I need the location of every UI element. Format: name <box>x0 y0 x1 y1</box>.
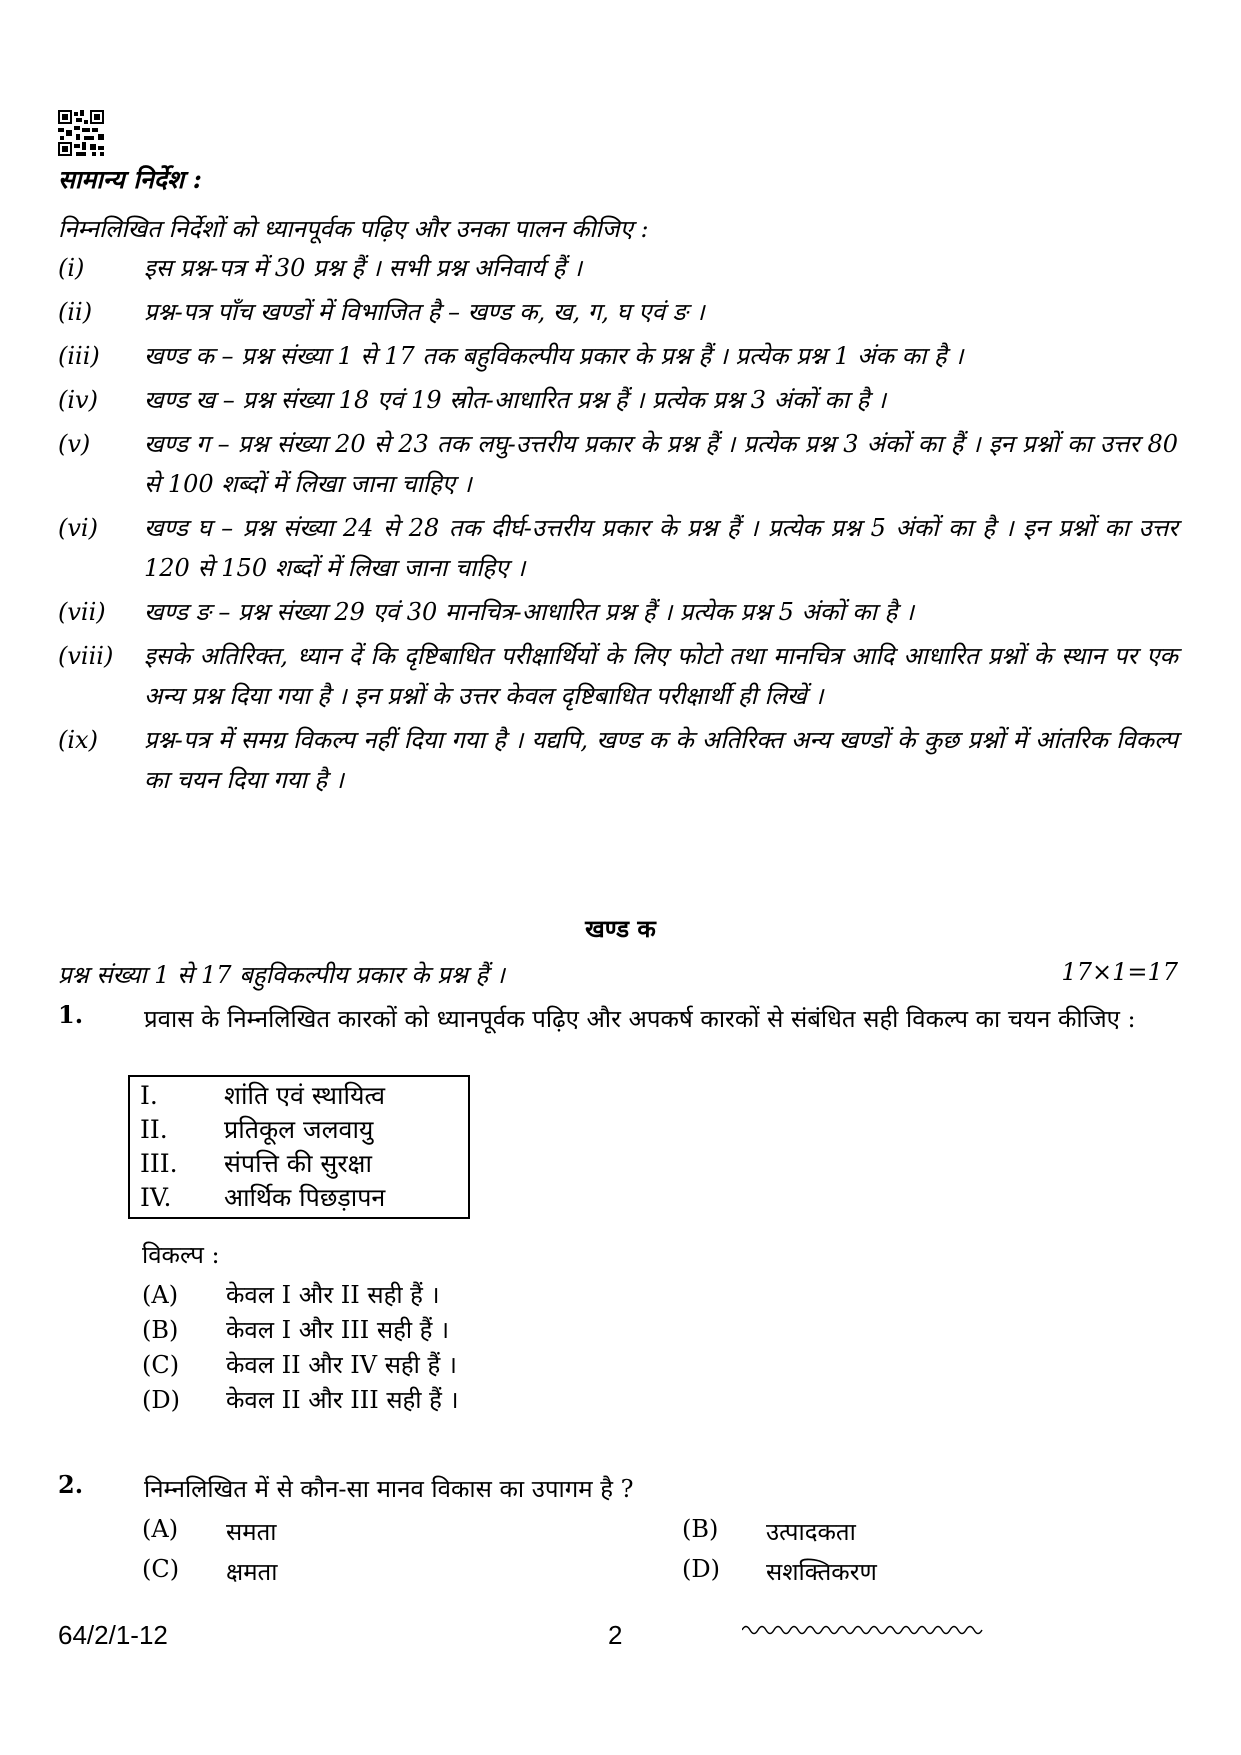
instruction-text: इस प्रश्न-पत्र में 30 प्रश्न हैं । सभी प्रश्न अनिवार्य हैं । <box>144 254 583 282</box>
option-text: सशक्तिकरण <box>766 1558 877 1586</box>
option-label: (A) <box>142 1281 179 1309</box>
option-label: (A) <box>142 1515 179 1543</box>
instruction-item <box>58 636 1178 716</box>
roman-numeral: II. <box>140 1115 168 1144</box>
instructions-intro: निम्नलिखित निर्देशों को ध्यानपूर्वक पढ़िए और उनका पालन कीजिए : <box>58 215 649 243</box>
paper-code: 64/2/1-12 <box>58 1620 168 1650</box>
list-item <box>140 1181 458 1215</box>
section-title: खण्ड क <box>585 914 656 943</box>
question-text: प्रवास के निम्नलिखित कारकों को ध्यानपूर्वक पढ़िए और अपकर्ष कारकों से संबंधित सही विकल्प का चयन कीजिए : <box>144 1005 1136 1033</box>
instruction-text: खण्ड क – प्रश्न संख्या 1 से 17 तक बहुविकल्पीय प्रकार के प्रश्न हैं । प्रत्येक प्रश्न 1 अंक का है । <box>144 342 964 370</box>
instructions-list <box>58 248 1178 804</box>
instruction-number: (iv) <box>58 386 98 414</box>
instruction-number: (viii) <box>58 642 114 670</box>
instruction-number: (ii) <box>58 298 93 326</box>
question-1-options <box>142 1278 459 1418</box>
list-item <box>140 1113 458 1147</box>
instruction-number: (ix) <box>58 726 98 754</box>
section-marks: 17×1=17 <box>1061 958 1178 986</box>
instruction-text: प्रश्न-पत्र पाँच खण्डों में विभाजित है – खण्ड क, ख, ग, घ एवं ङ । <box>144 298 705 326</box>
option-c[interactable] <box>142 1348 459 1383</box>
option-label: (B) <box>142 1316 179 1344</box>
instruction-text: खण्ड घ – प्रश्न संख्या 24 से 28 तक दीर्घ-उत्तरीय प्रकार के प्रश्न हैं । प्रत्येक प्रश्न 5 अंकों का है । इन प्रश्नों का उत्तर 120 से 150 शब्दों में लिखा जाना चाहिए । <box>144 514 1178 582</box>
list-item <box>140 1079 458 1113</box>
option-d[interactable] <box>142 1383 459 1418</box>
instruction-number: (i) <box>58 254 85 282</box>
instruction-text: खण्ड ङ – प्रश्न संख्या 29 एवं 30 मानचित्र-आधारित प्रश्न हैं । प्रत्येक प्रश्न 5 अंकों का है । <box>144 598 914 626</box>
question-text: निम्नलिखित में से कौन-सा मानव विकास का उपागम है ? <box>144 1475 634 1503</box>
roman-numeral: I. <box>140 1081 158 1110</box>
option-c[interactable] <box>142 1555 277 1588</box>
option-label: (B) <box>682 1515 719 1543</box>
roman-numeral: IV. <box>140 1183 172 1212</box>
option-text: केवल I और II सही हैं । <box>226 1281 440 1309</box>
factor-text: संपत्ति की सुरक्षा <box>224 1149 372 1178</box>
option-a[interactable] <box>142 1515 276 1548</box>
instruction-item <box>58 508 1178 588</box>
instruction-item <box>58 336 1178 376</box>
option-label: (C) <box>142 1351 180 1379</box>
list-item <box>140 1147 458 1181</box>
option-label: (C) <box>142 1555 180 1583</box>
instruction-item <box>58 248 1178 288</box>
qr-code-icon <box>58 110 104 156</box>
instruction-item <box>58 292 1178 332</box>
option-text: समता <box>226 1518 277 1546</box>
instruction-item <box>58 592 1178 632</box>
option-b[interactable] <box>142 1313 459 1348</box>
factor-text: शांति एवं स्थायित्व <box>224 1081 385 1110</box>
factor-text: प्रतिकूल जलवायु <box>224 1115 374 1144</box>
instruction-number: (iii) <box>58 342 100 370</box>
options-label: विकल्प : <box>142 1241 220 1269</box>
instruction-text: खण्ड ग – प्रश्न संख्या 20 से 23 तक लघु-उत्तरीय प्रकार के प्रश्न हैं । प्रत्येक प्रश्न 3 अंकों का हैं । इन प्रश्नों का उत्तर 80 से 100 शब्दों में लिखा जाना चाहिए । <box>144 430 1178 498</box>
instruction-text: प्रश्न-पत्र में समग्र विकल्प नहीं दिया गया है । यद्यपि, खण्ड क के अतिरिक्त अन्य खण्डों के कुछ प्रश्नों में आंतरिक विकल्प का चयन दिया गया है । <box>144 726 1178 794</box>
option-d[interactable] <box>682 1555 877 1588</box>
roman-numeral: III. <box>140 1149 178 1178</box>
general-instructions-heading: सामान्य निर्देश : <box>58 165 202 194</box>
instruction-text: खण्ड ख – प्रश्न संख्या 18 एवं 19 स्रोत-आधारित प्रश्न हैं । प्रत्येक प्रश्न 3 अंकों का है । <box>144 386 887 414</box>
instruction-item <box>58 424 1178 504</box>
question-number: 2. <box>58 1470 84 1499</box>
option-text: क्षमता <box>226 1558 278 1586</box>
factor-text: आर्थिक पिछड़ापन <box>224 1183 386 1212</box>
instruction-item <box>58 380 1178 420</box>
instruction-number: (v) <box>58 430 91 458</box>
instruction-number: (vii) <box>58 598 106 626</box>
question-number: 1. <box>58 1000 84 1029</box>
option-text: केवल II और IV सही हैं । <box>226 1351 457 1379</box>
instruction-item <box>58 720 1178 800</box>
instruction-text: इसके अतिरिक्त, ध्यान दें कि दृष्टिबाधित परीक्षार्थियों के लिए फोटो तथा मानचित्र आदि आधारित प्रश्नों के स्थान पर एक अन्य प्रश्न दिया गया है । इन प्रश्नों के उत्तर केवल दृष्टिबाधित परीक्षार्थी ही लिखें । <box>144 642 1178 710</box>
page-number: 2 <box>608 1620 623 1650</box>
option-b[interactable] <box>682 1515 856 1548</box>
option-a[interactable] <box>142 1278 459 1313</box>
instruction-number: (vi) <box>58 514 98 542</box>
wave-line-icon <box>742 1622 992 1642</box>
option-label: (D) <box>142 1386 180 1414</box>
option-text: केवल I और III सही हैं । <box>226 1316 450 1344</box>
section-line-text: प्रश्न संख्या 1 से 17 बहुविकल्पीय प्रकार के प्रश्न हैं । <box>58 961 505 989</box>
option-text: उत्पादकता <box>766 1518 856 1546</box>
option-text: केवल II और III सही हैं । <box>226 1386 459 1414</box>
option-label: (D) <box>682 1555 720 1583</box>
factor-box <box>128 1075 470 1219</box>
section-description <box>58 958 1178 991</box>
